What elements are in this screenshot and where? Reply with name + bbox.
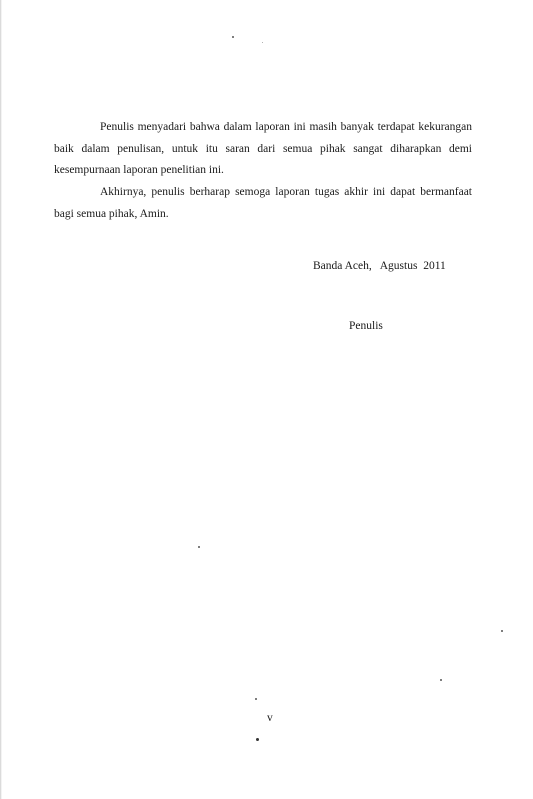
author-signature-name: Penulis xyxy=(349,320,383,332)
scan-speck xyxy=(262,42,263,43)
body-paragraph-2-text: Akhirnya, penulis berharap semoga laporan tugas akhir ini dapat bermanfaat bagi semua pihak, Amin. xyxy=(54,186,472,220)
scan-edge xyxy=(0,0,2,799)
scan-speck xyxy=(256,738,259,741)
body-paragraph-1-text: Penulis menyadari bahwa dalam laporan ini masih banyak terdapat kekurangan baik dalam penulisan, untuk itu saran dari semua pihak sangat diharapkan demi kesempurnaan laporan penelitian ini. xyxy=(54,121,472,176)
body-paragraph-1 xyxy=(54,117,472,182)
scan-speck xyxy=(440,679,442,681)
scan-speck xyxy=(232,36,234,38)
scan-speck xyxy=(198,546,200,548)
scan-speck xyxy=(501,630,503,632)
page-number: v xyxy=(267,712,273,724)
scan-speck xyxy=(255,698,257,700)
place-date: Banda Aceh, Agustus 2011 xyxy=(313,260,446,272)
body-paragraph-2 xyxy=(54,182,472,225)
